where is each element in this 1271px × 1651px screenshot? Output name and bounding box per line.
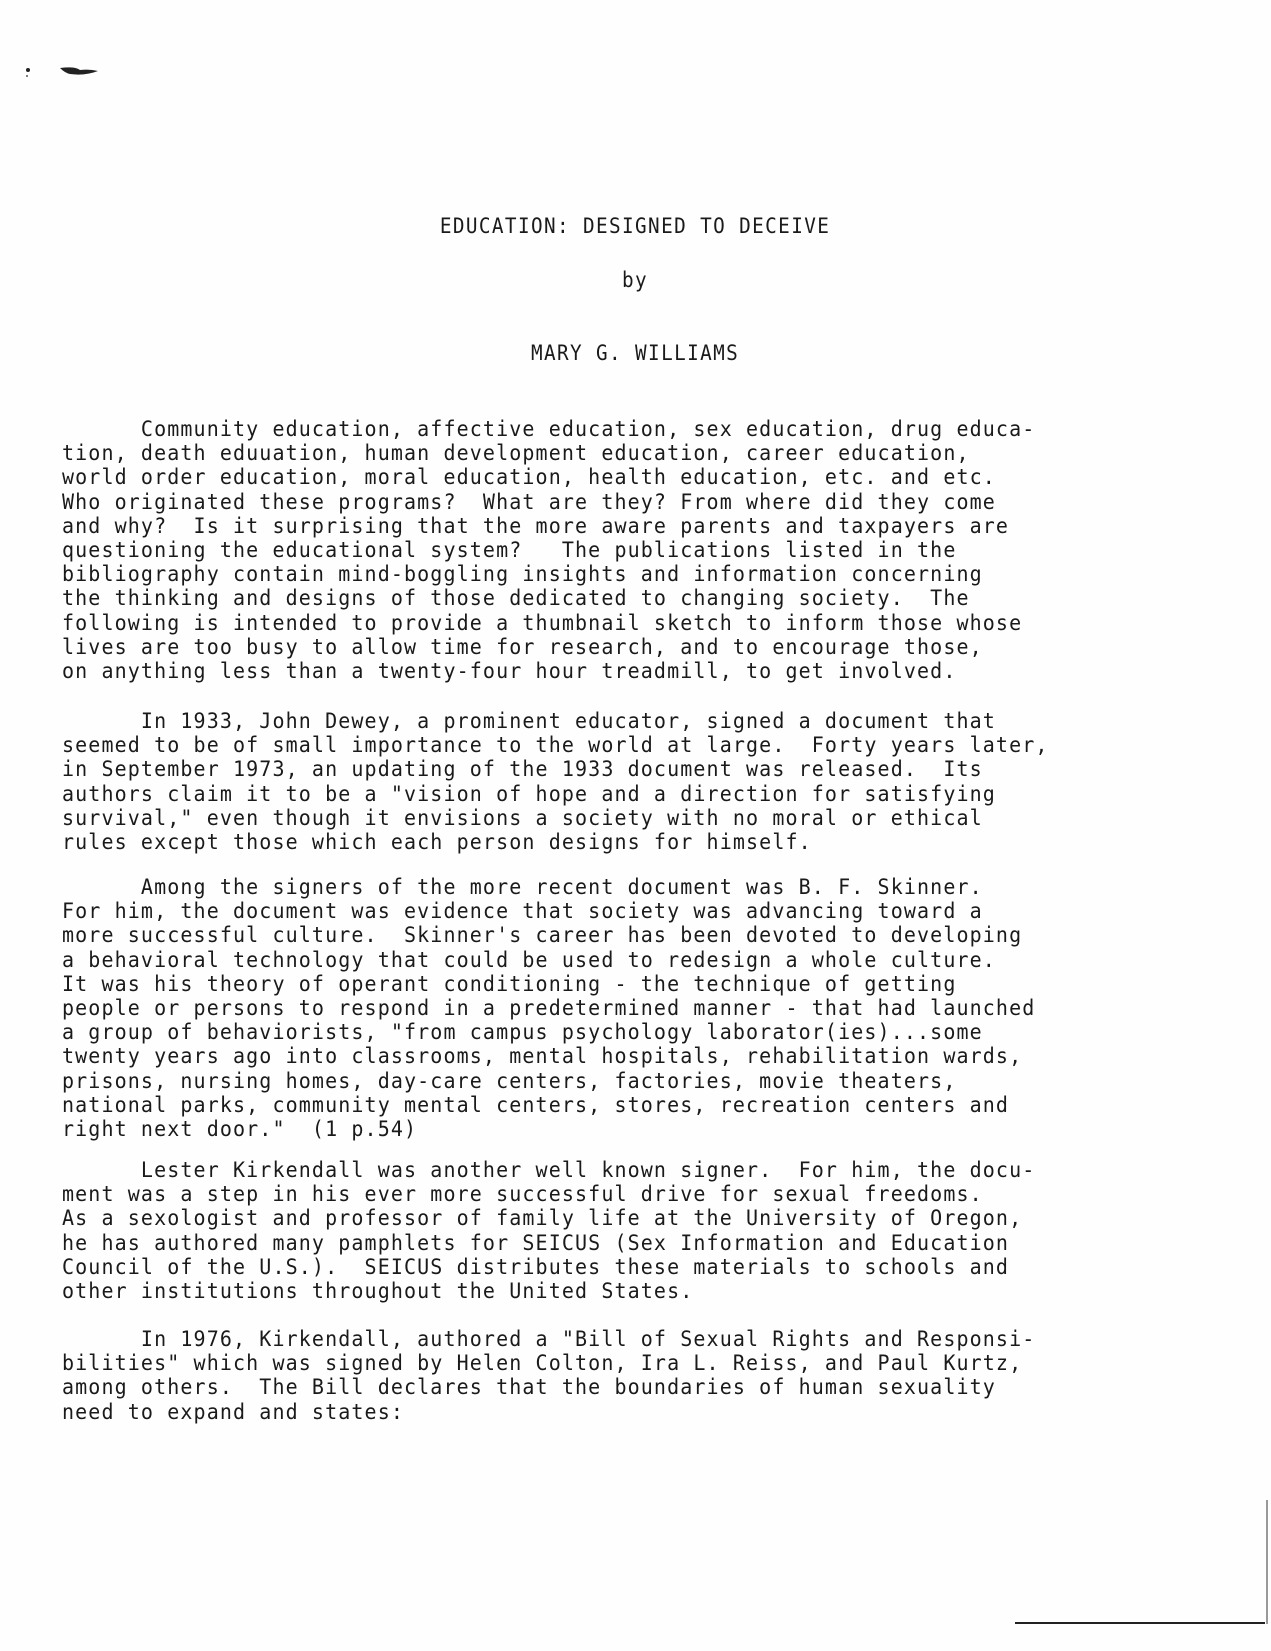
text-line: Lester Kirkendall was another well known signer. For him, the docu- [62,1158,1036,1183]
text-line: and why? Is it surprising that the more aware parents and taxpayers are [62,513,1010,539]
text-line: following is intended to provide a thumbnail sketch to inform those whose [62,610,1023,636]
paragraph [62,710,1049,855]
text-line: In 1933, John Dewey, a prominent educator, signed a document that [62,709,996,734]
text-line: on anything less than a twenty-four hour treadmill, to get involved. [62,659,957,685]
paragraph [62,876,1035,1142]
text-line: For him, the document was evidence that society was advancing toward a [62,899,983,925]
text-line: It was his theory of operant conditioning - the technique of getting [62,971,957,997]
text-line: Community education, affective education, sex education, drug educa- [62,417,1036,442]
text-line: a behavioral technology that could be used to redesign a whole culture. [62,947,996,973]
text-line: tion, death eduuation, human development education, career education, [62,441,970,467]
text-line: bilities" which was signed by Helen Colton, Ira L. Reiss, and Paul Kurtz, [62,1351,1023,1377]
text-line: As a sexologist and professor of family life at the University of Oregon, [62,1206,1023,1232]
paragraph [62,418,1035,684]
text-line: authors claim it to be a "vision of hope and a direction for satisfying [62,781,996,807]
text-line: Who originated these programs? What are they? From where did they come [62,489,996,515]
text-line: In 1976, Kirkendall, authored a "Bill of Sexual Rights and Responsi- [62,1327,1036,1352]
document-title: EDUCATION: DESIGNED TO DECEIVE [439,214,831,238]
text-line: bibliography contain mind-boggling insights and information concerning [62,562,983,588]
text-line: prisons, nursing homes, day-care centers, factories, movie theaters, [62,1068,957,1094]
text-line: seemed to be of small importance to the world at large. Forty years later, [62,733,1049,759]
text-line: right next door." (1 p.54) [62,1117,418,1143]
text-line: Among the signers of the more recent document was B. F. Skinner. [62,875,983,900]
text-line: twenty years ago into classrooms, mental hospitals, rehabilitation wards, [62,1044,1023,1070]
text-line: world order education, moral education, health education, etc. and etc. [62,465,996,491]
scan-edge-shadow [1266,1500,1268,1624]
text-line: lives are too busy to allow time for research, and to encourage those, [62,634,983,660]
text-line: Council of the U.S.). SEICUS distributes these materials to schools and [62,1254,1010,1280]
paragraph [62,1159,1035,1304]
text-line: among others. The Bill declares that the boundaries of human sexuality [62,1375,996,1401]
paragraph [62,1328,1035,1425]
text-line: questioning the educational system? The publications listed in the [62,538,957,564]
scan-edge-line [1015,1622,1265,1624]
document-author: MARY G. WILLIAMS [530,341,740,365]
text-line: in September 1973, an updating of the 1933 document was released. Its [62,757,983,783]
text-line: a group of behaviorists, "from campus psychology laborator(ies)...some [62,1020,983,1046]
ink-smudge-mark [20,64,110,84]
text-line: he has authored many pamphlets for SEICUS (Sex Information and Education [62,1230,1010,1256]
text-line: the thinking and designs of those dedicated to changing society. The [62,586,970,612]
text-line: national parks, community mental centers, stores, recreation centers and [62,1092,1010,1118]
text-line: people or persons to respond in a predetermined manner - that had launched [62,996,1036,1022]
text-line: ment was a step in his ever more successful drive for sexual freedoms. [62,1182,983,1208]
document-byline: by [622,268,649,292]
text-line: need to expand and states: [62,1399,405,1425]
text-line: other institutions throughout the United States. [62,1279,694,1305]
text-line: survival," even though it envisions a society with no moral or ethical [62,805,983,831]
text-line: rules except those which each person designs for himself. [62,830,812,856]
text-line: more successful culture. Skinner's career has been devoted to developing [62,923,1023,949]
